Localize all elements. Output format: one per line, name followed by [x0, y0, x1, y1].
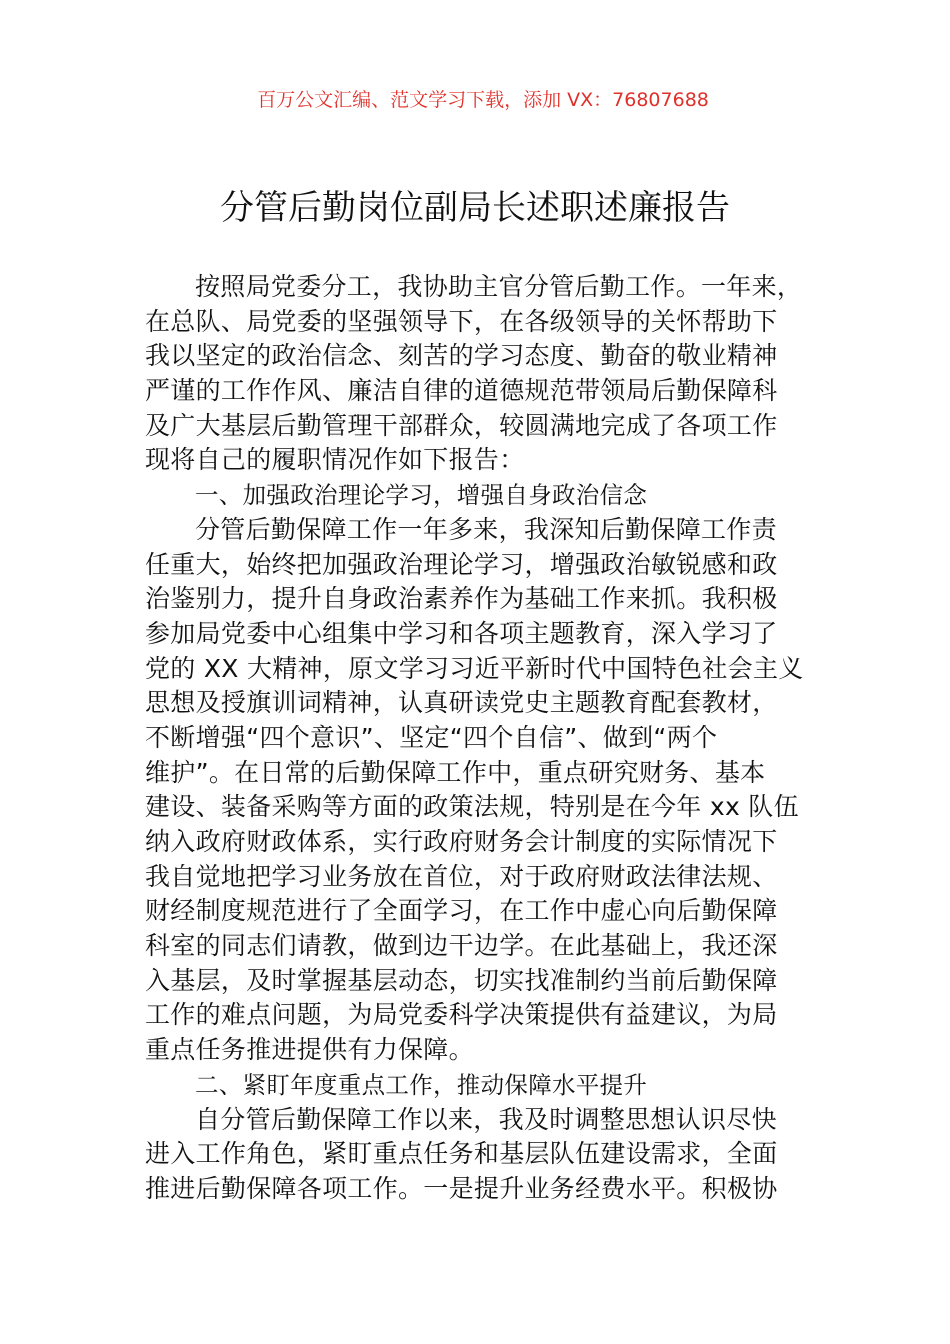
paragraph-line: 任重大，始终把加强政治理论学习，增强政治敏锐感和政: [145, 549, 778, 579]
watermark-banner: 百万公文汇编、范文学习下载，添加 VX：76807688: [257, 89, 709, 111]
paragraph-line: 建设、装备采购等方面的政策法规，特别是在今年 xx 队伍: [145, 792, 799, 822]
paragraph-line: 参加局党委中心组集中学习和各项主题教育，深入学习了: [145, 618, 778, 648]
paragraph-line: 我以坚定的政治信念、刻苦的学习态度、勤奋的敬业精神: [145, 341, 778, 371]
paragraph-line: 及广大基层后勤管理干部群众，较圆满地完成了各项工作: [145, 410, 778, 440]
paragraph-line: 纳入政府财政体系，实行政府财务会计制度的实际情况下: [145, 827, 778, 856]
paragraph-line: 推进后勤保障各项工作。一是提升业务经费水平。积极协: [145, 1173, 778, 1203]
paragraph-line: 按照局党委分工，我协助主官分管后勤工作。一年来，: [195, 272, 803, 301]
document-title: 分管后勤岗位副局长述职述廉报告: [220, 188, 730, 228]
paragraph-line: 不断增强“四个意识”、坚定“四个自信”、做到“两个: [145, 722, 718, 752]
paragraph-line: 治鉴别力，提升自身政治素养作为基础工作来抓。我积极: [145, 584, 778, 614]
paragraph-line: 工作的难点问题，为局党委科学决策提供有益建议，为局: [145, 1000, 778, 1030]
section-heading: 一、加强政治理论学习，增强自身政治信念: [195, 481, 648, 510]
paragraph-line: 维护”。在日常的后勤保障工作中，重点研究财务、基本: [145, 757, 766, 787]
paragraph-line: 思想及授旗训词精神，认真研读党史主题教育配套教材，: [145, 688, 778, 718]
paragraph-line: 重点任务推进提供有力保障。: [145, 1035, 474, 1065]
paragraph-line: 入基层，及时掌握基层动态，切实找准制约当前后勤保障: [145, 965, 778, 995]
paragraph-line: 现将自己的履职情况作如下报告：: [145, 445, 525, 475]
paragraph-line: 党的 XX 大精神，原文学习习近平新时代中国特色社会主义: [145, 653, 804, 683]
paragraph-line: 进入工作角色，紧盯重点任务和基层队伍建设需求，全面: [145, 1139, 778, 1169]
paragraph-line: 科室的同志们请教，做到边干边学。在此基础上，我还深: [145, 931, 778, 961]
paragraph-line: 严谨的工作作风、廉洁自律的道德规范带领局后勤保障科: [145, 376, 778, 406]
paragraph-line: 财经制度规范进行了全面学习，在工作中虚心向后勤保障: [145, 896, 778, 926]
document-body: [145, 270, 845, 1207]
paragraph-line: 我自觉地把学习业务放在首位，对于政府财政法律法规、: [145, 861, 778, 891]
paragraph-line: 在总队、局党委的坚强领导下，在各级领导的关怀帮助下: [145, 306, 778, 336]
paragraph-line: 自分管后勤保障工作以来，我及时调整思想认识尽快: [195, 1104, 777, 1134]
paragraph-line: 分管后勤保障工作一年多来，我深知后勤保障工作责: [195, 514, 777, 544]
section-heading: 二、紧盯年度重点工作，推动保障水平提升: [195, 1070, 648, 1099]
